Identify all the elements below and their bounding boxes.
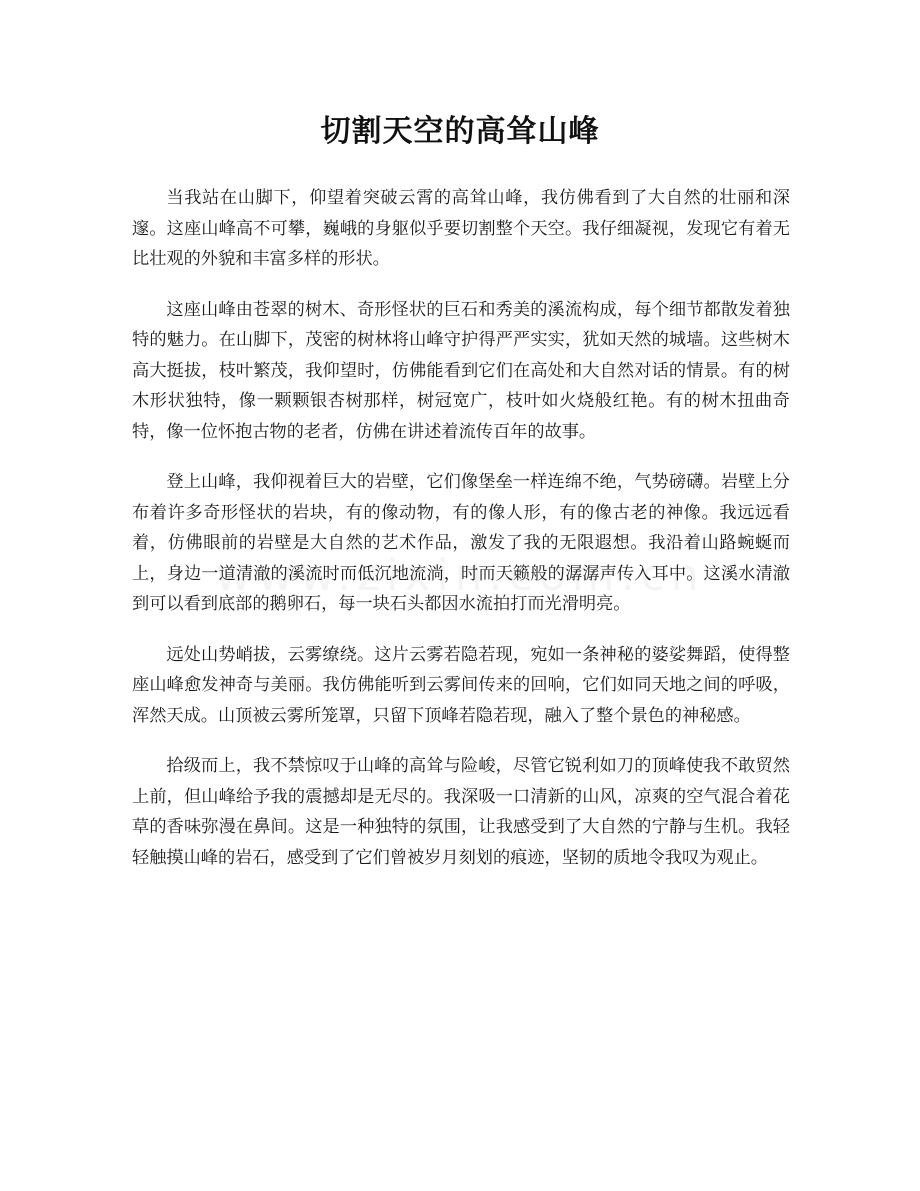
document-title: 切割天空的高耸山峰 [320, 114, 600, 149]
document-body [132, 183, 790, 893]
paragraph-3: 登上山峰，我仰视着巨大的岩壁，它们像堡垒一样连绵不绝，气势磅礴。岩壁上分布着许多奇形怪状的岩块，有的像动物，有的像人形，有的像古老的神像。我远远看着，仿佛眼前的岩壁是大自然的艺术作品，激发了我的无限遐想。我沿着山路蜿蜒而上，身边一道清澈的溪流时而低沉地流淌，时而天籁般的潺潺声传入耳中。这溪水清澈到可以看到底部的鹅卵石，每一块石头都因水流拍打而光滑明亮。 [132, 472, 790, 614]
paragraph-5: 拾级而上，我不禁惊叹于山峰的高耸与险峻，尽管它锐利如刀的顶峰使我不敢贸然上前，但山峰给予我的震撼却是无尽的。我深吸一口清新的山风，凉爽的空气混合着花草的香味弥漫在鼻间。这是一种独特的氛围，让我感受到了大自然的宁静与生机。我轻轻触摸山峰的岩石，感受到了它们曾被岁月刻划的痕迹，坚韧的质地令我叹为观止。 [132, 756, 790, 868]
paragraph-4: 远处山势峭拔，云雾缭绕。这片云雾若隐若现，宛如一条神秘的婆娑舞蹈，使得整座山峰愈发神奇与美丽。我仿佛能听到云雾间传来的回响，它们如同天地之间的呼吸，浑然天成。山顶被云雾所笼罩，只留下顶峰若隐若现，融入了整个景色的神秘感。 [132, 644, 790, 726]
paragraph-2: 这座山峰由苍翠的树木、奇形怪状的巨石和秀美的溪流构成，每个细节都散发着独特的魅力。在山脚下，茂密的树林将山峰守护得严严实实，犹如天然的城墙。这些树木高大挺拔，枝叶繁茂，我仰望时，仿佛能看到它们在高处和大自然对话的情景。有的树木形状独特，像一颗颗银杏树那样，树冠宽广，枝叶如火烧般红艳。有的树木扭曲奇特，像一位怀抱古物的老者，仿佛在讲述着流传百年的故事。 [132, 299, 790, 442]
paragraph-1: 当我站在山脚下，仰望着突破云霄的高耸山峰，我仿佛看到了大自然的壮丽和深邃。这座山峰高不可攀，巍峨的身躯似乎要切割整个天空。我仔细凝视，发现它有着无比壮观的外貌和丰富多样的形状。 [132, 188, 790, 269]
